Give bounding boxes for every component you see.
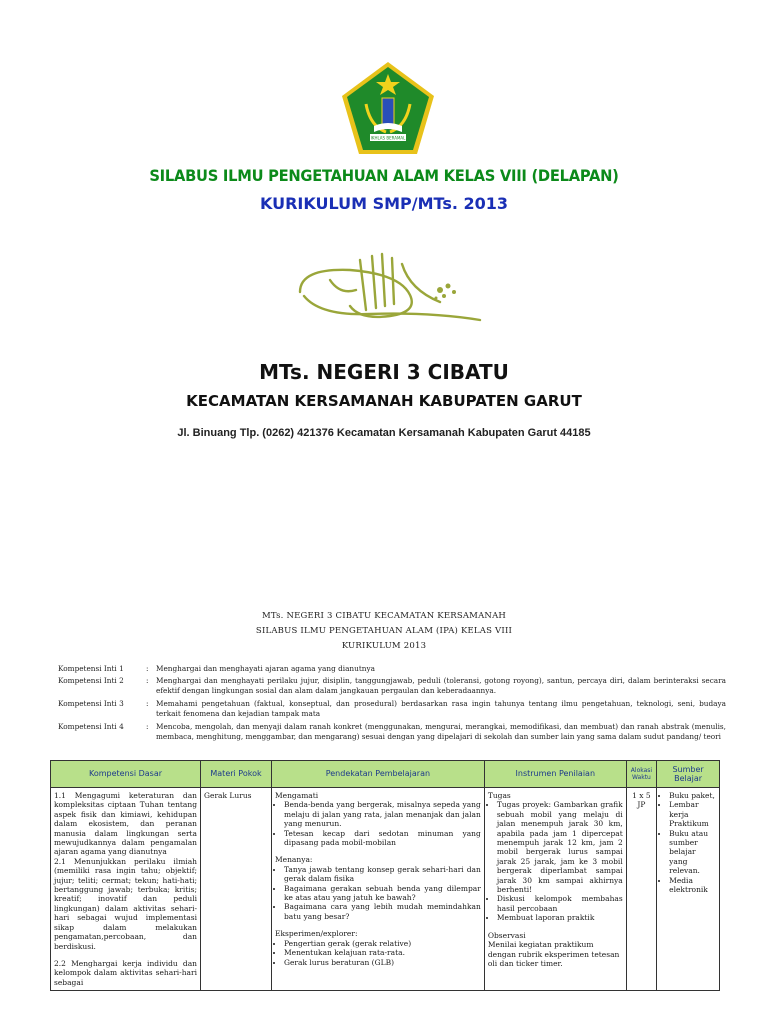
cell-sumber-belajar (657, 788, 720, 991)
list-item: • Pengertian gerak (gerak relative) (284, 939, 481, 948)
cell-alokasi-waktu: 1 x 5 JP (626, 788, 656, 991)
subtitle-line1: MTs. NEGERI 3 CIBATU KECAMATAN KERSAMANAH (261, 611, 507, 621)
list-item: • Diskusi kelompok membahas hasil percobaan (497, 894, 623, 913)
school-address: Jl. Binuang Tlp. (0262) 421376 Kecamatan Kersamanah Kabupaten Garut 44185 (177, 427, 591, 439)
header-kompetensi-dasar: Kompetensi Dasar (51, 761, 201, 788)
ki-text: Menghargai dan menghayati ajaran agama yang dianutnya (156, 664, 375, 673)
list-item: • Gerak lurus beraturan (GLB) (284, 958, 481, 967)
list-item: • Lembar kerja Praktikum (669, 800, 716, 828)
list-item: • Tanya jawab tentang konsep gerak sehari-hari dan gerak dalam fisika (284, 865, 481, 884)
list-item: • Benda-benda yang bergerak, misalnya sepeda yang melaju di jalan yang rata, jalan menanjak dan jalan yang menurun. (284, 800, 481, 828)
ki-text: Mencoba, mengolah, dan menyaji dalam ranah konkret (menggunakan, mengurai, merangkai, memodifikasi, dan membuat) dan ranah abstrak (menulis, membaca, menghitung, menggambar, dan mengarang) sesuai dengan yang dipelajari di sekolah dan sumber lain yang sama dalam sudut pandang/ teori (156, 722, 726, 741)
list-item: • Tetesan kecap dari sedotan minuman yang dipasang pada mobil-mobilan (284, 829, 481, 848)
header-pendekatan: Pendekatan Pembelajaran (271, 761, 484, 788)
list-item: • Buku atau sumber belajar yang relevan. (669, 829, 716, 876)
list-item: • Buku paket, (669, 791, 716, 800)
header-alokasi-waktu: Alokasi Waktu (626, 761, 656, 788)
logo-motto: IKHLAS BERAMAL (370, 135, 406, 141)
header-materi-pokok: Materi Pokok (201, 761, 272, 788)
observasi-text: Menilai kegiatan praktikum dengan rubrik eksperimen tetesan oli dan ticker timer. (487, 940, 620, 968)
ki-colon: : (146, 664, 149, 673)
subtitle-line2: SILABUS ILMU PENGETAHUAN ALAM (IPA) KELAS VIII (255, 626, 513, 636)
cell-kompetensi-dasar (51, 788, 201, 991)
list-item: • Membuat laporan praktik (497, 913, 623, 922)
ki-text: Memahami pengetahuan (faktual, konseptual, dan prosedural) berdasarkan rasa ingin tahunya tentang ilmu pengetahuan, teknologi, seni, budaya terkait fenomena dan kejadian tampak mata (156, 699, 726, 718)
ki-text: Menghargai dan menghayati perilaku jujur, disiplin, tanggungjawab, peduli (toleransi, gotong royong), santun, percaya diri, dalam berinteraksi secara efektif dengan lingkungan sosial dan alam dalam jangkauan pergaulan dan keberadaannya. (156, 676, 726, 695)
syllabus-table (50, 760, 720, 991)
list-item: • Tugas proyek: Gambarkan grafik sebuah mobil yang melaju di jalan menempuh jarak 30 km, apabila pada jam 1 dipercepat menempuh jarak 12 km, jam 2 mobil bergerak lurus sampai jarak 25 jarak, jam ke 3 mobil bergerak diperlambat sampai jarak 30 km sampai akhirnya berhenti! (497, 800, 623, 894)
ki-colon: : (146, 676, 149, 685)
kd-1-1: 1.1 Mengagumi keteraturan dan kompleksitas ciptaan Tuhan tentang aspek fisik dan kimiawi, kehidupan dalam ekosistem, dan peranan manusia dalam lingkungan serta mewujudkannya dalam pengamalan ajaran agama yang dianutnya (54, 791, 198, 857)
ki-label: Kompetensi Inti 1 (58, 664, 124, 673)
kemenag-logo (340, 60, 436, 158)
calligraphy-ornament (290, 250, 490, 340)
ki-colon: : (146, 699, 149, 708)
ki-label: Kompetensi Inti 2 (58, 676, 124, 685)
tugas-heading: Tugas (487, 791, 511, 800)
kd-2-1: 2.1 Menunjukkan perilaku ilmiah (memiliki rasa ingin tahu; objektif; jujur; teliti; cermat; tekun; hati-hati; bertanggung jawab; terbuka; kritis; kreatif; inovatif dan peduli lingkungan) dalam aktivitas sehari-hari sebagai wujud implementasi sikap dalam melakukan pengamatan,percobaan, dan berdiskusi. (54, 856, 198, 951)
eksperimen-heading: Eksperimen/explorer: (274, 929, 358, 939)
cell-materi-pokok: Gerak Lurus (201, 788, 272, 991)
list-item: • Bagaimana cara yang lebih mudah memindahkan batu yang besar? (284, 902, 481, 921)
subtitle-line3: KURIKULUM 2013 (341, 641, 427, 651)
observasi-heading: Observasi (487, 930, 526, 940)
cell-pendekatan (271, 788, 484, 991)
district-name: KECAMATAN KERSAMANAH KABUPATEN GARUT (186, 392, 582, 410)
header-instrumen: Instrumen Penilaian (484, 761, 626, 788)
menanya-heading: Menanya: (274, 855, 313, 865)
list-item: • Bagaimana gerakan sebuah benda yang dilempar ke atas atau yang jatuh ke bawah? (284, 884, 481, 903)
table-row (51, 788, 720, 991)
header-sumber-belajar: Sumber Belajar (657, 761, 720, 788)
list-item: • Menentukan kelajuan rata-rata. (284, 948, 481, 957)
mengamati-heading: Mengamati (274, 791, 319, 800)
table-header-row (51, 761, 720, 788)
kd-2-2: 2.2 Menghargai kerja individu dan kelompok dalam aktivitas sehari-hari sebagai (54, 958, 198, 987)
curriculum-title: KURIKULUM SMP/MTs. 2013 (259, 194, 509, 213)
list-item: • Media elektronik (669, 876, 716, 895)
school-name: MTs. NEGERI 3 CIBATU (259, 360, 509, 384)
ki-label: Kompetensi Inti 4 (58, 722, 124, 731)
cell-instrumen (484, 788, 626, 991)
ki-label: Kompetensi Inti 3 (58, 699, 124, 708)
ki-colon: : (146, 722, 149, 731)
syllabus-title: SILABUS ILMU PENGETAHUAN ALAM KELAS VIII (DELAPAN) (149, 166, 619, 185)
